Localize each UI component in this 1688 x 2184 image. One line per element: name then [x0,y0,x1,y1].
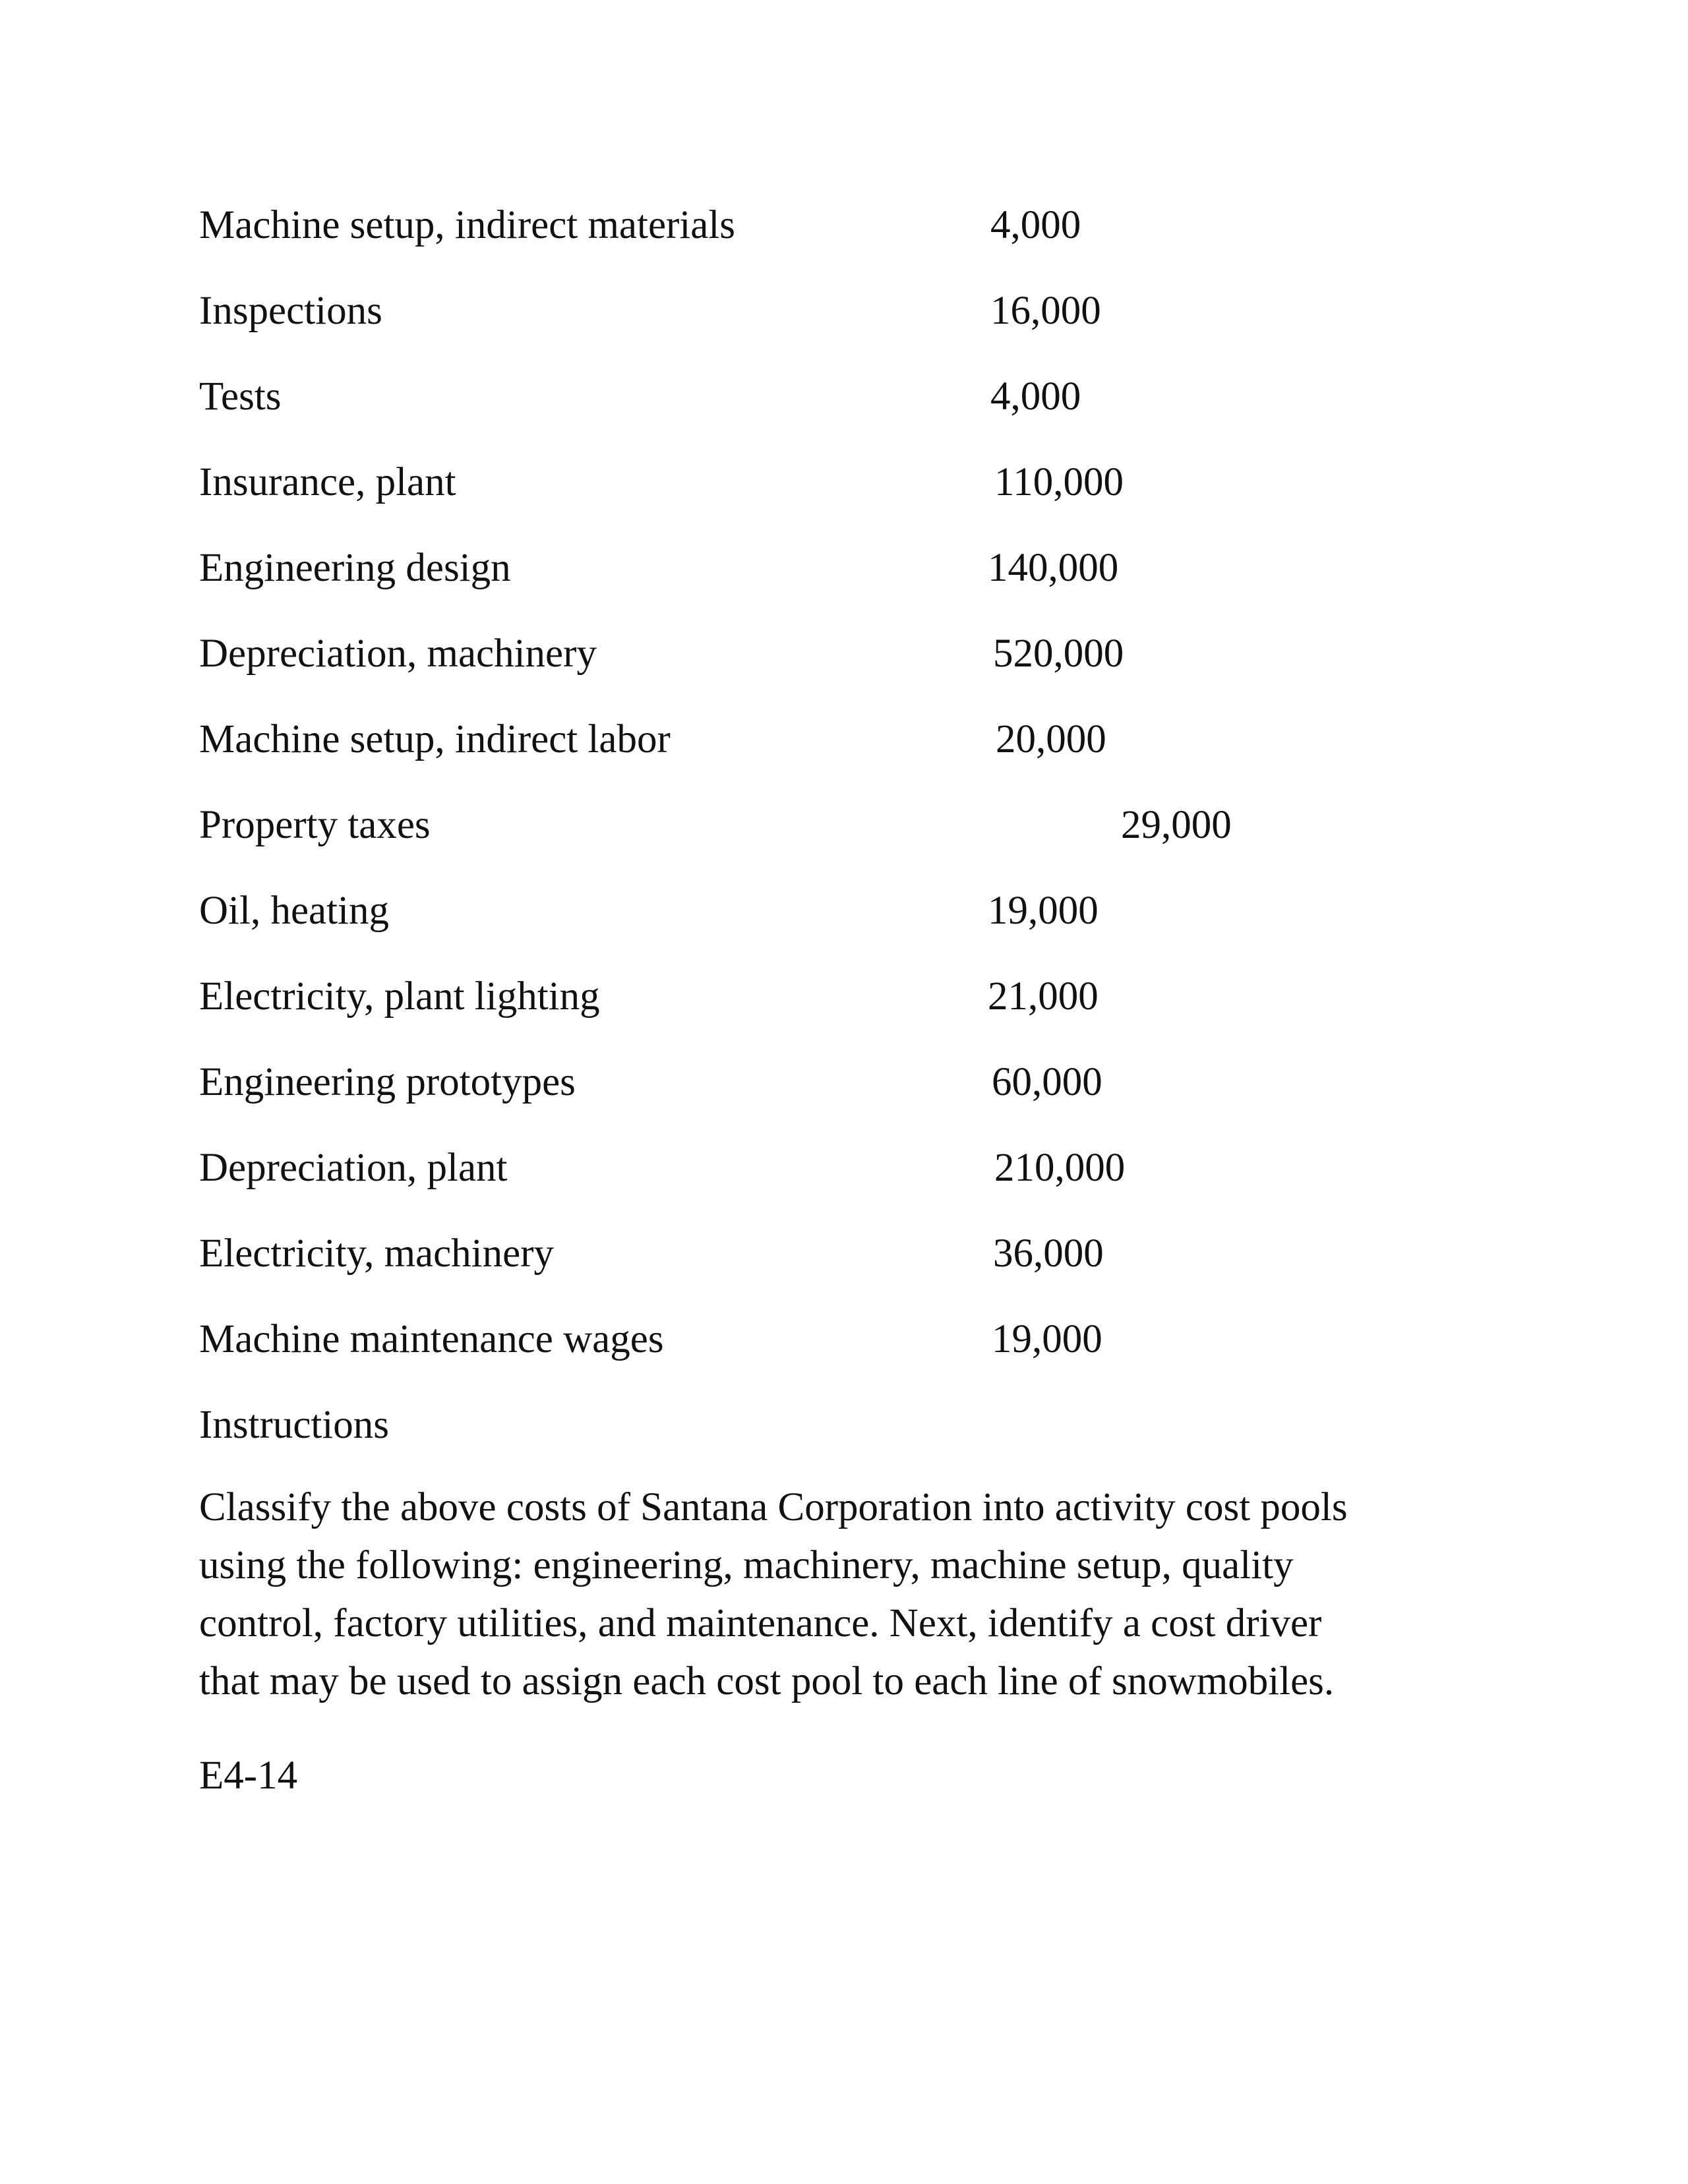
cost-label: Electricity, machinery [199,1231,555,1276]
cost-row-electricity-lighting [0,970,1688,1023]
cost-label: Machine setup, indirect labor [199,717,671,761]
cost-row-machine-setup-labor [0,713,1688,766]
cost-label: Oil, heating [199,889,389,933]
cost-row-depreciation-plant [0,1142,1688,1195]
cost-amount: 4,000 [990,203,1081,247]
cost-label: Depreciation, machinery [199,632,597,676]
cost-amount: 210,000 [994,1146,1126,1190]
cost-label: Tests [199,374,282,419]
cost-amount: 60,000 [992,1060,1102,1104]
cost-row-electricity-machinery [0,1227,1688,1280]
cost-amount: 110,000 [994,460,1124,504]
cost-row-oil-heating [0,885,1688,937]
instructions-line: Classify the above costs of Santana Corporation into activity cost pools [199,1485,1348,1529]
instructions-line: using the following: engineering, machinery, machine setup, quality [199,1543,1294,1587]
instructions-line: control, factory utilities, and maintenance. Next, identify a cost driver [199,1601,1322,1645]
instructions-paragraph [199,1479,1518,1711]
cost-label: Depreciation, plant [199,1146,508,1190]
cost-row-engineering-prototypes [0,1056,1688,1109]
cost-amount: 19,000 [988,889,1099,933]
cost-label: Property taxes [199,803,431,847]
cost-label: Electricity, plant lighting [199,974,600,1018]
cost-label: Engineering prototypes [199,1060,576,1104]
cost-amount: 520,000 [993,632,1124,676]
cost-amount: 140,000 [988,546,1119,590]
cost-amount: 20,000 [996,717,1106,761]
cost-row-machine-setup-materials [0,199,1688,252]
cost-row-property-taxes [0,799,1688,852]
cost-amount: 29,000 [1121,803,1232,847]
cost-label: Machine maintenance wages [199,1317,664,1361]
cost-amount: 16,000 [990,289,1101,333]
cost-amount: 19,000 [992,1317,1102,1361]
cost-row-inspections [0,285,1688,338]
instructions-line: that may be used to assign each cost pool to each line of snowmobiles. [199,1659,1335,1703]
cost-amount: 21,000 [988,974,1099,1018]
cost-row-engineering-design [0,542,1688,595]
cost-row-depreciation-machinery [0,628,1688,680]
cost-row-tests [0,370,1688,423]
cost-label: Inspections [199,289,382,333]
cost-row-insurance-plant [0,456,1688,509]
cost-amount: 36,000 [993,1231,1104,1276]
instructions-heading: Instructions [199,1403,390,1447]
exercise-reference: E4-14 [199,1754,298,1798]
cost-row-maintenance-wages [0,1313,1688,1366]
cost-label: Insurance, plant [199,460,456,504]
cost-label: Machine setup, indirect materials [199,203,736,247]
cost-label: Engineering design [199,546,511,590]
cost-amount: 4,000 [990,374,1081,419]
